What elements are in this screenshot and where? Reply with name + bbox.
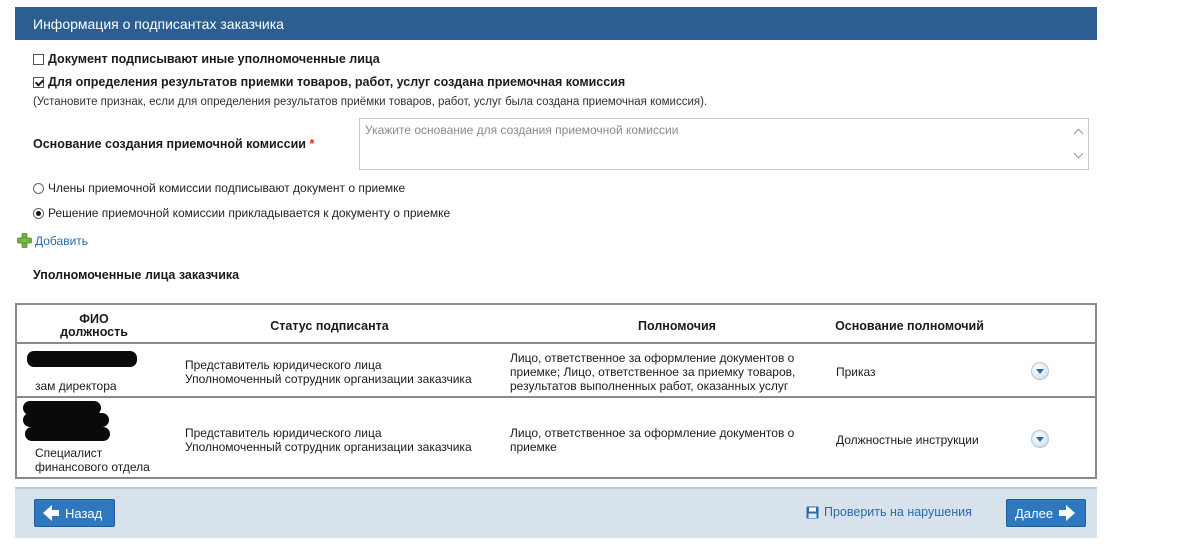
- row-status: [185, 358, 472, 386]
- next-button-label: Далее: [1015, 505, 1054, 521]
- redacted-name: [23, 413, 109, 427]
- column-header-powers: Полномочия: [638, 319, 716, 333]
- redacted-name: [25, 427, 110, 441]
- commission-label: Для определения результатов приемки товаров, работ, услуг создана приемочная комиссия: [48, 75, 626, 89]
- back-button-label: Назад: [65, 505, 103, 521]
- scroll-down-icon[interactable]: [1074, 149, 1084, 159]
- row-divider: [17, 396, 1095, 398]
- commission-hint: (Установите признак, если для определения результатов приёмки товаров, работ, услуг была создана приемочная комиссия).: [33, 96, 708, 108]
- row-powers: [510, 426, 794, 454]
- row-status-line1: Представитель юридического лица: [185, 426, 382, 440]
- column-header-fio-line1: ФИО: [79, 312, 109, 326]
- row-powers-line3: результатов выполненных работ, оказанных услуг: [510, 379, 789, 393]
- floppy-disk-icon: [806, 506, 819, 519]
- row-powers-line1: Лицо, ответственное за оформление документов о: [510, 426, 795, 440]
- signers-section-title: Уполномоченные лица заказчика: [33, 268, 240, 282]
- radio-option-decision-attached[interactable]: [33, 206, 450, 220]
- basis-label: [33, 137, 314, 151]
- basis-textarea[interactable]: [359, 118, 1089, 170]
- radio-members-sign-label: Члены приемочной комиссии подписывают документ о приемке: [48, 181, 406, 195]
- check-violations-label: Проверить на нарушения: [824, 505, 972, 519]
- row-powers-line2: приемке: [510, 440, 557, 454]
- row-powers-line2: приемке; Лицо, ответственное за приемку товаров,: [510, 365, 796, 379]
- expand-row-icon[interactable]: [1031, 430, 1049, 448]
- row-position-line2: финансового отдела: [35, 460, 150, 474]
- row-powers-line1: Лицо, ответственное за оформление документов о: [510, 351, 795, 365]
- column-header-fio-line2: должность: [60, 325, 128, 339]
- row-status: [185, 426, 472, 454]
- row-position-line1: Специалист: [35, 446, 103, 460]
- row-status-line2: Уполномоченный сотрудник организации заказчика: [185, 440, 472, 454]
- add-link-label: Добавить: [35, 233, 89, 248]
- row-status-line1: Представитель юридического лица: [185, 358, 382, 372]
- textarea-scrollbar[interactable]: [1071, 119, 1088, 169]
- section-title: Информация о подписантах заказчика: [33, 16, 284, 32]
- row-position: [35, 446, 150, 474]
- arrow-left-icon: [43, 505, 52, 521]
- expand-row-icon[interactable]: [1031, 362, 1049, 380]
- required-mark: *: [309, 137, 315, 151]
- back-button[interactable]: [34, 499, 115, 527]
- scroll-up-icon[interactable]: [1074, 129, 1084, 139]
- radio-option-members-sign[interactable]: [33, 181, 405, 195]
- column-header-basis: Основание полномочий: [835, 319, 984, 333]
- next-button[interactable]: [1006, 499, 1086, 527]
- header-divider: [17, 342, 1095, 344]
- row-position: зам директора: [35, 379, 117, 393]
- check-violations-link[interactable]: [806, 505, 972, 519]
- radio-decision-attached[interactable]: [33, 208, 44, 219]
- radio-members-sign[interactable]: [33, 183, 44, 194]
- commission-checkbox[interactable]: [33, 77, 44, 88]
- column-header-fio: [49, 313, 139, 339]
- other-signers-checkbox[interactable]: [33, 54, 44, 65]
- row-status-line2: Уполномоченный сотрудник организации заказчика: [185, 372, 472, 386]
- row-basis: Приказ: [836, 365, 876, 379]
- radio-decision-attached-label: Решение приемочной комиссии прикладывается к документу о приемке: [48, 206, 451, 220]
- plus-icon: [17, 233, 32, 248]
- redacted-name: [27, 351, 137, 367]
- basis-placeholder: Укажите основание для создания приемочной комиссии: [365, 123, 679, 137]
- signers-table: [15, 303, 1097, 479]
- row-basis: Должностные инструкции: [836, 433, 979, 447]
- section-header: [15, 7, 1097, 40]
- commission-option[interactable]: [33, 75, 625, 89]
- column-header-status: Статус подписанта: [270, 319, 389, 333]
- arrow-right-shaft: [1059, 510, 1066, 516]
- footer-bar: [15, 487, 1097, 538]
- other-signers-label: Документ подписывают иные уполномоченные лица: [48, 52, 380, 66]
- add-link[interactable]: [17, 233, 88, 248]
- basis-label-text: Основание создания приемочной комиссии: [33, 137, 306, 151]
- arrow-left-shaft: [52, 510, 59, 516]
- other-signers-option[interactable]: [33, 52, 380, 66]
- arrow-right-icon: [1066, 505, 1075, 521]
- row-powers: [510, 351, 795, 393]
